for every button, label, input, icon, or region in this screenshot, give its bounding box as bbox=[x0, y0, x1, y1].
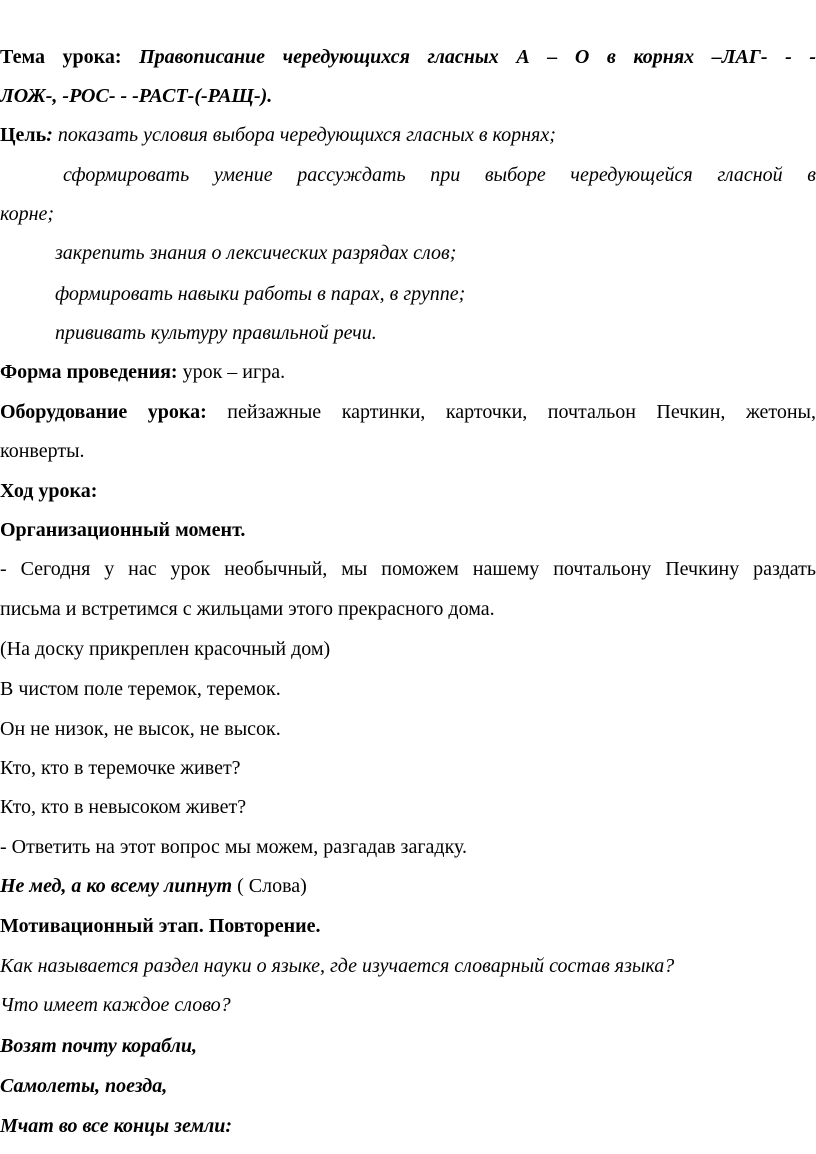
equipment-label: Оборудование урока: bbox=[0, 401, 207, 423]
org-text-line-2: письма и встретимся с жильцами этого прекрасного дома. bbox=[0, 598, 495, 620]
goal-item-1: показать условия выбора чередующихся гласных в корнях; bbox=[57, 124, 556, 146]
goal-item-2: сформировать умение рассуждать при выборе чередующейся гласной в bbox=[63, 164, 816, 186]
goal-line-6 bbox=[55, 320, 377, 346]
org-text-line-3: (На доску прикреплен красочный дом) bbox=[0, 638, 331, 660]
riddle-answer: ( Слова) bbox=[232, 875, 307, 897]
course-heading: Ход урока: bbox=[0, 480, 98, 502]
goal-item-5: прививать культуру правильной речи. bbox=[55, 322, 377, 344]
goal-line-1 bbox=[0, 122, 556, 148]
goal-item-3: закрепить знания о лексических разрядах слов; bbox=[55, 242, 457, 264]
topic-line-2 bbox=[0, 83, 272, 109]
riddle-line bbox=[0, 873, 307, 899]
topic-text-1: Правописание чередующихся гласных А – О в корнях –ЛАГ- - - bbox=[139, 46, 816, 68]
verse-line-2: Самолеты, поезда, bbox=[0, 1075, 168, 1097]
goal-line-4 bbox=[55, 240, 456, 266]
goal-label: Цель bbox=[0, 124, 47, 146]
goal-line-2 bbox=[63, 162, 816, 188]
goal-item-2-cont: корне; bbox=[0, 203, 55, 225]
goal-line-3 bbox=[0, 201, 54, 227]
topic-text-2: ЛОЖ-, -РОС- - -РАСТ-(-РАЩ-). bbox=[0, 85, 273, 107]
equipment-value-2: конверты. bbox=[0, 440, 85, 462]
equipment-line-1 bbox=[0, 399, 816, 425]
poem-line-3: Кто, кто в теремочке живет? bbox=[0, 757, 241, 779]
question-1: Как называется раздел науки о языке, где изучается словарный состав языка? bbox=[0, 955, 675, 977]
poem-line-4: Кто, кто в невысоком живет? bbox=[0, 796, 247, 818]
topic-line-1 bbox=[0, 44, 816, 70]
verse-line-1: Возят почту корабли, bbox=[0, 1035, 198, 1057]
poem-line-2: Он не низок, не высок, не высок. bbox=[0, 718, 281, 740]
riddle-text: Не мед, а ко всему липнут bbox=[0, 875, 233, 897]
goal-line-5 bbox=[55, 281, 465, 307]
form-value: урок – игра. bbox=[177, 361, 286, 383]
goal-item-4: формировать навыки работы в парах, в группе; bbox=[55, 283, 466, 305]
topic-label: Тема урока: bbox=[0, 46, 122, 68]
verse-line-3: Мчат во все концы земли: bbox=[0, 1115, 233, 1137]
org-text-line-1: - Сегодня у нас урок необычный, мы поможем нашему почтальону Печкину раздать bbox=[0, 558, 816, 580]
question-2: Что имеет каждое слово? bbox=[0, 994, 231, 1016]
goal-colon: : bbox=[46, 124, 53, 146]
form-label: Форма проведения: bbox=[0, 361, 178, 383]
form-line bbox=[0, 359, 285, 385]
org-heading: Организационный момент. bbox=[0, 519, 246, 541]
poem-line-1: В чистом поле теремок, теремок. bbox=[0, 678, 281, 700]
equipment-line-2 bbox=[0, 438, 85, 464]
equipment-value-1: пейзажные картинки, карточки, почтальон Печкин, жетоны, bbox=[206, 401, 816, 423]
motivation-heading: Мотивационный этап. Повторение. bbox=[0, 915, 321, 937]
riddle-intro: - Ответить на этот вопрос мы можем, разгадав загадку. bbox=[0, 836, 468, 858]
